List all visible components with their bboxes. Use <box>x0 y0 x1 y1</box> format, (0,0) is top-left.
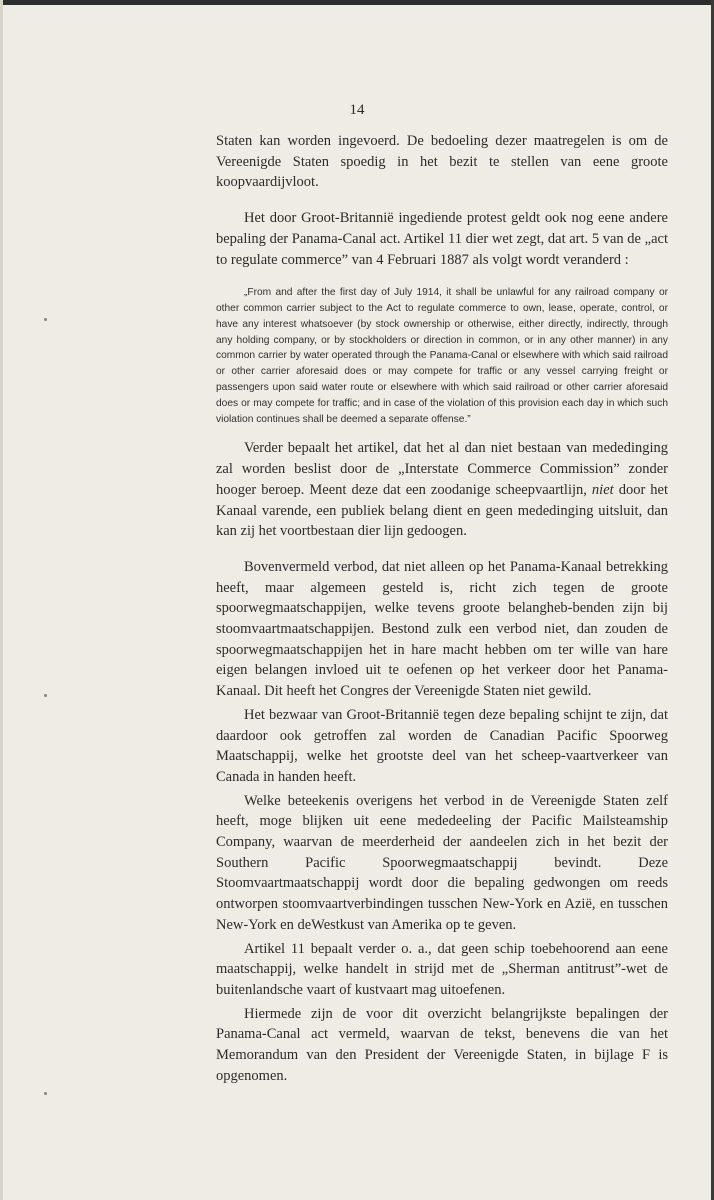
paragraph-8: Hiermede zijn de voor dit overzicht belangrijkste bepalingen der Panama-Canal act vermeld, waarvan de tekst, benevens die van het Memorandum van den President der Vereenigde Staten, in bijlage F is opgenomen. <box>216 1005 668 1084</box>
scan-speck <box>44 694 47 697</box>
page-body <box>216 131 668 1086</box>
scan-left-edge <box>0 0 3 1200</box>
paragraph-2: Het door Groot-Britannië ingediende protest geldt ook nog eene andere bepaling der Panama-Canal act. Artikel 11 dier wet zegt, dat art. 5 van de „act to regulate commerce” van 4 Februari 1887 als volgt wordt veranderd : <box>216 210 668 268</box>
paragraph-1: Staten kan worden ingevoerd. De bedoeling dezer maatregelen is om de Vereenigde Staten spoedig in het bezit te stellen van eene groote koopvaardijvloot. <box>216 133 668 191</box>
scan-top-edge <box>0 0 714 5</box>
paragraph-4: Bovenvermeld verbod, dat niet alleen op het Panama-Kanaal betrekking heeft, maar algemeen gesteld is, richt zich tegen de groote spoorwegmaatschappijen, welke tevens groote belangheb-benden zijn bij stoomvaartmaatschappijen. Bestond zulk een verbod niet, dan zouden de spoorwegmaatschappijen het in hare macht hebben om ter wille van hare eigen belangen invloed uit te oefenen op het verkeer door het Panama-Kanaal. Dit heeft het Congres der Vereenigde Staten niet gewild. <box>216 558 668 700</box>
paragraph-6: Welke beteekenis overigens het verbod in de Vereenigde Staten zelf heeft, moge blijken uit eene mededeeling der Pacific Mailsteamship Company, waarvan de meerderheid der aandeelen zich in het bezit der Southern Pacific Spoorwegmaatschappij bevindt. Deze Stoomvaartmaatschappij wordt door die bepaling gedwongen om reeds ontworpen stoomvaartverbindingen tusschen New-York en Azië, en tusschen New-York en deWestkust van Amerika op te geven. <box>216 792 668 933</box>
paragraph-3-part-1: Verder bepaalt het artikel, dat het al dan niet bestaan van mededinging zal worden beslist door de „Interstate Commerce Commission” zonder hooger beroep. Meent deze dat een zoodanige scheepvaartlijn, <box>216 440 668 498</box>
paragraph-3 <box>216 438 668 542</box>
scan-speck <box>44 1092 47 1095</box>
paragraph-7: Artikel 11 bepaalt verder o. a., dat geen schip toebehoorend aan eene maatschappij, welke handelt in strijd met de „Sherman antitrust”-wet de buitenlandsche vaart of kustvaart mag uitoefenen. <box>216 940 668 998</box>
emphasis-niet: niet <box>591 481 614 498</box>
paragraph-5: Het bezwaar van Groot-Britannië tegen deze bepaling schijnt te zijn, dat daardoor ook getroffen zal worden de Canadian Pacific Spoorweg Maatschappij, welke het grootste deel van het scheep-vaartverkeer van Canada in handen heeft. <box>216 706 668 785</box>
quoted-act-text: „From and after the first day of July 1914, it shall be unlawful for any railroad company or other common carrier subject to the Act to regulate commerce to own, lease, operate, control, or have any interest whatsoever (by stock ownership or otherwise, either directly, indirectly, through any holding company, or by stockholders or direction in common, or in any other manner) in any common carrier by water operated through the Panama-Canal or elsewhere with which said railroad or other carrier aforesaid does or may compete for traffic or any vessel carrying freight or passengers upon said water route or elsewhere with which said railroad or other carrier aforesaid does or may compete for traffic; and in case of the violation of this provision each day in which such violation continues shall be deemed a separate offense.” <box>216 287 668 425</box>
paragraph-3-part-2: door het Kanaal varende, een publiek belang dient en geen mededinging uitsluit, dan kan zij het voortbestaan dier lijn gedoogen. <box>216 481 669 540</box>
page-number: 14 <box>349 102 365 118</box>
scan-speck <box>44 318 47 321</box>
